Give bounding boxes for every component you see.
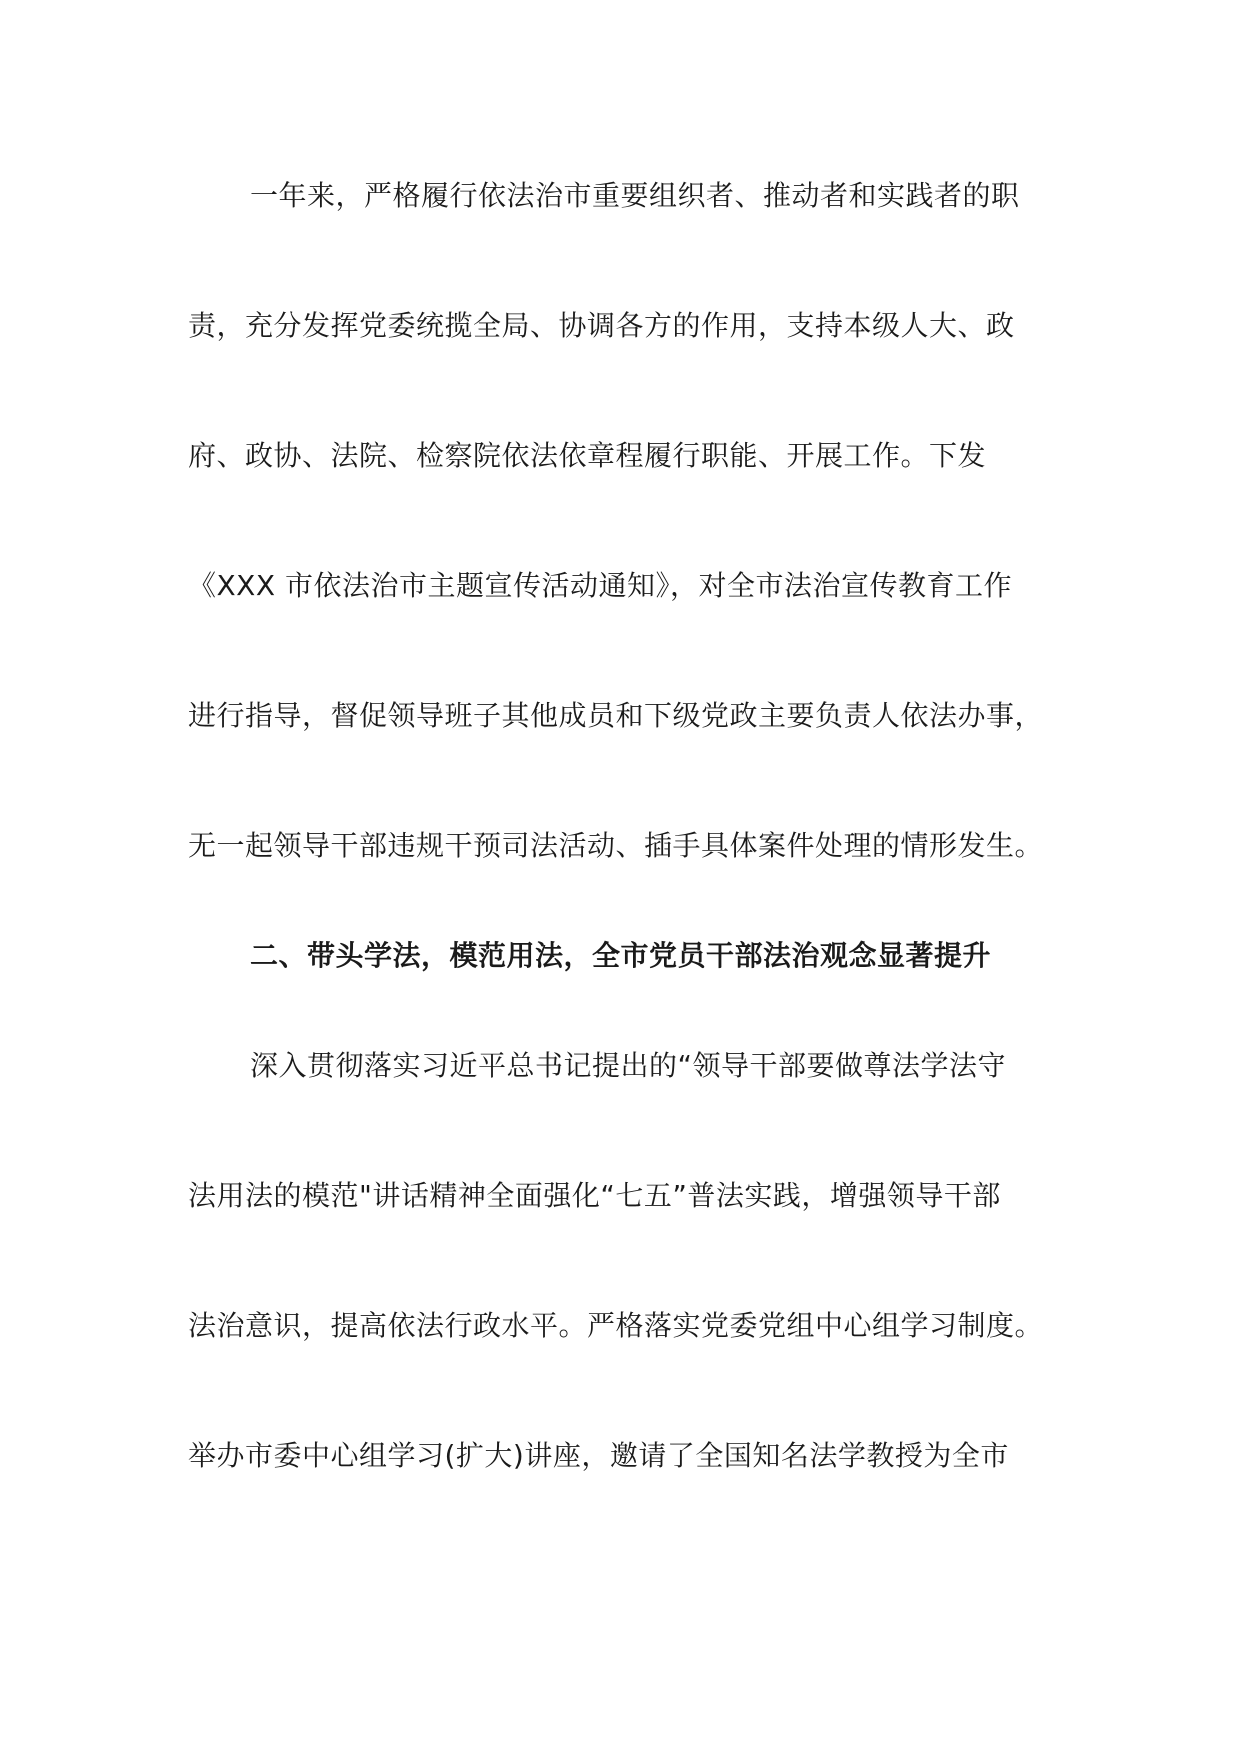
paragraph-2-line-2: 法用法的模范"讲话精神全面强化“七五”普法实践，增强领导干部 <box>188 1179 1001 1212</box>
paragraph-1-line-2: 责，充分发挥党委统揽全局、协调各方的作用，支持本级人大、政 <box>188 309 1015 342</box>
paragraph-2-line-4: 举办市委中心组学习(扩大)讲座，邀请了全国知名法学教授为全市 <box>188 1439 1009 1472</box>
paragraph-1-line-3: 府、政协、法院、检察院依法依章程履行职能、开展工作。下发 <box>188 439 987 472</box>
paragraph-2-line-3: 法治意识，提高依法行政水平。严格落实党委党组中心组学习制度。 <box>188 1309 1044 1342</box>
paragraph-1-line-1: 一年来，严格履行依法治市重要组织者、推动者和实践者的职 <box>250 179 1020 212</box>
paragraph-1-line-5: 进行指导，督促领导班子其他成员和下级党政主要负责人依法办事， <box>188 699 1044 732</box>
paragraph-1-line-4: 《XXX 市依法治市主题宣传活动通知》，对全市法治宣传教育工作 <box>188 569 1012 602</box>
paragraph-2-line-1: 深入贯彻落实习近平总书记提出的“领导干部要做尊法学法守 <box>250 1049 1007 1082</box>
section-heading: 二、带头学法，模范用法，全市党员干部法治观念显著提升 <box>250 939 992 972</box>
paragraph-1-line-6: 无一起领导干部违规干预司法活动、插手具体案件处理的情形发生。 <box>188 829 1044 862</box>
